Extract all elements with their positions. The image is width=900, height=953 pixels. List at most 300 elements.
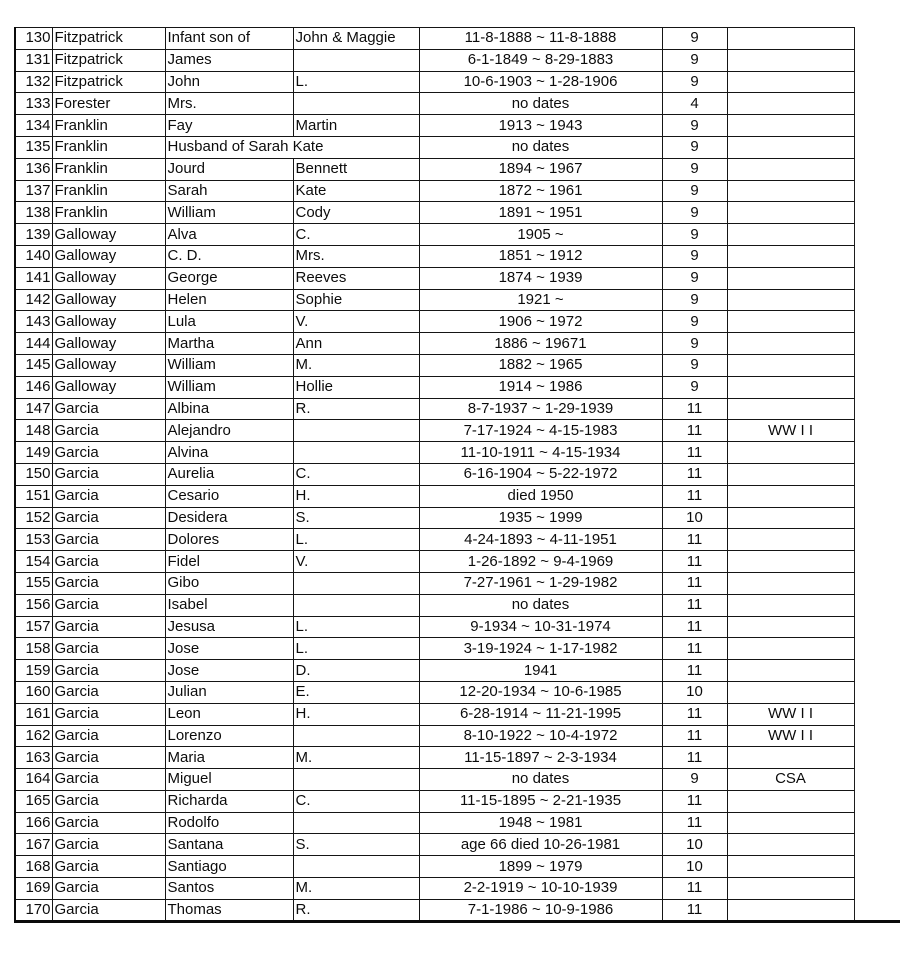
table-row xyxy=(16,267,854,289)
middle-name: C. xyxy=(293,790,419,812)
first-name: Alejandro xyxy=(165,420,293,442)
record-number: 133 xyxy=(16,93,52,115)
bottom-border-line xyxy=(16,920,900,923)
record-number: 157 xyxy=(16,616,52,638)
section-number: 11 xyxy=(662,616,727,638)
dates: 1921 ~ xyxy=(419,289,662,311)
section-number: 9 xyxy=(662,49,727,71)
note xyxy=(727,398,854,420)
first-name: Julian xyxy=(165,681,293,703)
table-row xyxy=(16,725,854,747)
record-number: 146 xyxy=(16,376,52,398)
dates: 1905 ~ xyxy=(419,224,662,246)
dates: 8-10-1922 ~ 10-4-1972 xyxy=(419,725,662,747)
section-number: 9 xyxy=(662,354,727,376)
middle-name: Bennett xyxy=(293,158,419,180)
record-number: 151 xyxy=(16,485,52,507)
middle-name: L. xyxy=(293,616,419,638)
section-number: 11 xyxy=(662,463,727,485)
dates: 1913 ~ 1943 xyxy=(419,115,662,137)
middle-name: C. xyxy=(293,463,419,485)
note xyxy=(727,834,854,856)
section-number: 11 xyxy=(662,747,727,769)
table-row xyxy=(16,93,854,115)
dates: 6-1-1849 ~ 8-29-1883 xyxy=(419,49,662,71)
last-name: Galloway xyxy=(52,354,165,376)
note xyxy=(727,28,854,50)
middle-name xyxy=(293,812,419,834)
table-row xyxy=(16,224,854,246)
first-name: Gibo xyxy=(165,572,293,594)
table-row xyxy=(16,28,854,50)
table-row xyxy=(16,572,854,594)
table-row xyxy=(16,899,854,921)
section-number: 11 xyxy=(662,551,727,573)
note xyxy=(727,681,854,703)
last-name: Garcia xyxy=(52,594,165,616)
last-name: Garcia xyxy=(52,442,165,464)
first-name: Rodolfo xyxy=(165,812,293,834)
middle-name: Reeves xyxy=(293,267,419,289)
middle-name: M. xyxy=(293,354,419,376)
table-row xyxy=(16,180,854,202)
note xyxy=(727,115,854,137)
dates: 1935 ~ 1999 xyxy=(419,507,662,529)
first-name: Jose xyxy=(165,638,293,660)
table-row xyxy=(16,790,854,812)
dates: 1-26-1892 ~ 9-4-1969 xyxy=(419,551,662,573)
note xyxy=(727,485,854,507)
record-number: 165 xyxy=(16,790,52,812)
last-name: Garcia xyxy=(52,463,165,485)
record-number: 167 xyxy=(16,834,52,856)
dates: 10-6-1903 ~ 1-28-1906 xyxy=(419,71,662,93)
table-row xyxy=(16,769,854,791)
record-number: 138 xyxy=(16,202,52,224)
table-row xyxy=(16,681,854,703)
dates: 11-10-1911 ~ 4-15-1934 xyxy=(419,442,662,464)
section-number: 11 xyxy=(662,398,727,420)
last-name: Garcia xyxy=(52,856,165,878)
last-name: Garcia xyxy=(52,638,165,660)
last-name: Fitzpatrick xyxy=(52,28,165,50)
table-row xyxy=(16,442,854,464)
first-name: Jose xyxy=(165,660,293,682)
last-name: Franklin xyxy=(52,136,165,158)
record-number: 162 xyxy=(16,725,52,747)
middle-name: Martin xyxy=(293,115,419,137)
dates: 3-19-1924 ~ 1-17-1982 xyxy=(419,638,662,660)
note xyxy=(727,93,854,115)
first-name: Alva xyxy=(165,224,293,246)
middle-name: C. xyxy=(293,224,419,246)
last-name: Garcia xyxy=(52,507,165,529)
first-name: John xyxy=(165,71,293,93)
table-row xyxy=(16,812,854,834)
record-number: 142 xyxy=(16,289,52,311)
record-number: 130 xyxy=(16,28,52,50)
table-row xyxy=(16,507,854,529)
first-name: Santiago xyxy=(165,856,293,878)
section-number: 9 xyxy=(662,245,727,267)
dates: no dates xyxy=(419,769,662,791)
section-number: 9 xyxy=(662,769,727,791)
table-row xyxy=(16,463,854,485)
section-number: 11 xyxy=(662,812,727,834)
dates: 1894 ~ 1967 xyxy=(419,158,662,180)
first-name: Miguel xyxy=(165,769,293,791)
note xyxy=(727,289,854,311)
note xyxy=(727,507,854,529)
last-name: Garcia xyxy=(52,769,165,791)
dates: 1886 ~ 19671 xyxy=(419,333,662,355)
table-row xyxy=(16,333,854,355)
first-name: Husband of Sarah Kate xyxy=(165,136,419,158)
middle-name: Cody xyxy=(293,202,419,224)
dates: 1941 xyxy=(419,660,662,682)
table-row xyxy=(16,289,854,311)
record-number: 163 xyxy=(16,747,52,769)
middle-name: Kate xyxy=(293,180,419,202)
table-row xyxy=(16,747,854,769)
record-number: 166 xyxy=(16,812,52,834)
middle-name: Hollie xyxy=(293,376,419,398)
middle-name: E. xyxy=(293,681,419,703)
first-name: Thomas xyxy=(165,899,293,921)
dates: 1882 ~ 1965 xyxy=(419,354,662,376)
middle-name: H. xyxy=(293,703,419,725)
middle-name xyxy=(293,49,419,71)
last-name: Franklin xyxy=(52,202,165,224)
middle-name xyxy=(293,93,419,115)
first-name: George xyxy=(165,267,293,289)
last-name: Garcia xyxy=(52,572,165,594)
record-number: 145 xyxy=(16,354,52,376)
record-number: 170 xyxy=(16,899,52,921)
middle-name: R. xyxy=(293,899,419,921)
note xyxy=(727,812,854,834)
section-number: 11 xyxy=(662,442,727,464)
section-number: 9 xyxy=(662,333,727,355)
record-number: 148 xyxy=(16,420,52,442)
record-number: 136 xyxy=(16,158,52,180)
first-name: William xyxy=(165,354,293,376)
record-number: 155 xyxy=(16,572,52,594)
dates: 11-8-1888 ~ 11-8-1888 xyxy=(419,28,662,50)
table-row xyxy=(16,398,854,420)
record-number: 150 xyxy=(16,463,52,485)
last-name: Galloway xyxy=(52,267,165,289)
table-row xyxy=(16,878,854,900)
record-number: 132 xyxy=(16,71,52,93)
last-name: Galloway xyxy=(52,376,165,398)
dates: 9-1934 ~ 10-31-1974 xyxy=(419,616,662,638)
last-name: Garcia xyxy=(52,681,165,703)
section-number: 9 xyxy=(662,180,727,202)
last-name: Forester xyxy=(52,93,165,115)
table-row xyxy=(16,245,854,267)
section-number: 9 xyxy=(662,224,727,246)
section-number: 10 xyxy=(662,856,727,878)
first-name: Santos xyxy=(165,878,293,900)
first-name: Isabel xyxy=(165,594,293,616)
dates: 1874 ~ 1939 xyxy=(419,267,662,289)
dates: 11-15-1897 ~ 2-3-1934 xyxy=(419,747,662,769)
section-number: 11 xyxy=(662,572,727,594)
note xyxy=(727,245,854,267)
record-number: 131 xyxy=(16,49,52,71)
middle-name: R. xyxy=(293,398,419,420)
dates: 1899 ~ 1979 xyxy=(419,856,662,878)
table-row xyxy=(16,420,854,442)
first-name: Jesusa xyxy=(165,616,293,638)
table-row xyxy=(16,638,854,660)
note xyxy=(727,856,854,878)
section-number: 10 xyxy=(662,834,727,856)
note xyxy=(727,202,854,224)
record-number: 159 xyxy=(16,660,52,682)
dates: 2-2-1919 ~ 10-10-1939 xyxy=(419,878,662,900)
dates: 12-20-1934 ~ 10-6-1985 xyxy=(419,681,662,703)
middle-name: L. xyxy=(293,638,419,660)
dates: 1872 ~ 1961 xyxy=(419,180,662,202)
dates: 11-15-1895 ~ 2-21-1935 xyxy=(419,790,662,812)
note: WW I I xyxy=(727,420,854,442)
table-row xyxy=(16,529,854,551)
table-row xyxy=(16,660,854,682)
dates: no dates xyxy=(419,93,662,115)
section-number: 9 xyxy=(662,71,727,93)
section-number: 4 xyxy=(662,93,727,115)
record-number: 161 xyxy=(16,703,52,725)
record-number: 160 xyxy=(16,681,52,703)
note xyxy=(727,354,854,376)
note xyxy=(727,442,854,464)
note xyxy=(727,572,854,594)
note xyxy=(727,180,854,202)
last-name: Franklin xyxy=(52,115,165,137)
last-name: Galloway xyxy=(52,224,165,246)
table-row xyxy=(16,594,854,616)
middle-name: S. xyxy=(293,507,419,529)
table-row xyxy=(16,158,854,180)
middle-name: V. xyxy=(293,311,419,333)
table-row xyxy=(16,115,854,137)
middle-name: H. xyxy=(293,485,419,507)
first-name: Fidel xyxy=(165,551,293,573)
record-number: 149 xyxy=(16,442,52,464)
last-name: Franklin xyxy=(52,158,165,180)
middle-name: John & Maggie xyxy=(293,28,419,50)
middle-name: D. xyxy=(293,660,419,682)
note xyxy=(727,638,854,660)
first-name: Santana xyxy=(165,834,293,856)
last-name: Garcia xyxy=(52,899,165,921)
section-number: 11 xyxy=(662,529,727,551)
record-number: 158 xyxy=(16,638,52,660)
record-number: 140 xyxy=(16,245,52,267)
last-name: Franklin xyxy=(52,180,165,202)
record-number: 141 xyxy=(16,267,52,289)
section-number: 11 xyxy=(662,660,727,682)
dates: no dates xyxy=(419,594,662,616)
section-number: 9 xyxy=(662,136,727,158)
section-number: 11 xyxy=(662,594,727,616)
last-name: Garcia xyxy=(52,703,165,725)
first-name: Helen xyxy=(165,289,293,311)
dates: 1906 ~ 1972 xyxy=(419,311,662,333)
middle-name: Sophie xyxy=(293,289,419,311)
first-name: Dolores xyxy=(165,529,293,551)
note xyxy=(727,747,854,769)
last-name: Garcia xyxy=(52,812,165,834)
first-name: Fay xyxy=(165,115,293,137)
last-name: Garcia xyxy=(52,790,165,812)
note xyxy=(727,267,854,289)
first-name: Aurelia xyxy=(165,463,293,485)
dates: 1891 ~ 1951 xyxy=(419,202,662,224)
dates: 6-16-1904 ~ 5-22-1972 xyxy=(419,463,662,485)
dates: no dates xyxy=(419,136,662,158)
record-number: 137 xyxy=(16,180,52,202)
dates: 4-24-1893 ~ 4-11-1951 xyxy=(419,529,662,551)
middle-name: M. xyxy=(293,747,419,769)
note: CSA xyxy=(727,769,854,791)
first-name: Infant son of xyxy=(165,28,293,50)
table-row xyxy=(16,376,854,398)
record-number: 144 xyxy=(16,333,52,355)
note: WW I I xyxy=(727,703,854,725)
last-name: Garcia xyxy=(52,420,165,442)
last-name: Garcia xyxy=(52,485,165,507)
first-name: Leon xyxy=(165,703,293,725)
dates: 7-27-1961 ~ 1-29-1982 xyxy=(419,572,662,594)
middle-name: L. xyxy=(293,71,419,93)
section-number: 9 xyxy=(662,202,727,224)
last-name: Galloway xyxy=(52,245,165,267)
section-number: 9 xyxy=(662,289,727,311)
first-name: Martha xyxy=(165,333,293,355)
dates: 7-1-1986 ~ 10-9-1986 xyxy=(419,899,662,921)
first-name: William xyxy=(165,202,293,224)
dates: 1914 ~ 1986 xyxy=(419,376,662,398)
middle-name xyxy=(293,442,419,464)
note xyxy=(727,158,854,180)
first-name: Lula xyxy=(165,311,293,333)
section-number: 9 xyxy=(662,158,727,180)
last-name: Galloway xyxy=(52,311,165,333)
record-number: 139 xyxy=(16,224,52,246)
record-number: 169 xyxy=(16,878,52,900)
table-row xyxy=(16,856,854,878)
last-name: Garcia xyxy=(52,551,165,573)
note xyxy=(727,594,854,616)
record-number: 168 xyxy=(16,856,52,878)
record-number: 134 xyxy=(16,115,52,137)
note: WW I I xyxy=(727,725,854,747)
last-name: Garcia xyxy=(52,398,165,420)
last-name: Garcia xyxy=(52,616,165,638)
last-name: Garcia xyxy=(52,834,165,856)
section-number: 9 xyxy=(662,28,727,50)
first-name: Albina xyxy=(165,398,293,420)
section-number: 9 xyxy=(662,267,727,289)
first-name: Maria xyxy=(165,747,293,769)
first-name: William xyxy=(165,376,293,398)
table-row xyxy=(16,136,854,158)
middle-name: V. xyxy=(293,551,419,573)
first-name: Sarah xyxy=(165,180,293,202)
first-name: Richarda xyxy=(165,790,293,812)
dates: 1948 ~ 1981 xyxy=(419,812,662,834)
record-number: 156 xyxy=(16,594,52,616)
last-name: Fitzpatrick xyxy=(52,49,165,71)
middle-name: M. xyxy=(293,878,419,900)
first-name: Cesario xyxy=(165,485,293,507)
section-number: 11 xyxy=(662,420,727,442)
note xyxy=(727,463,854,485)
note xyxy=(727,49,854,71)
last-name: Galloway xyxy=(52,333,165,355)
middle-name: L. xyxy=(293,529,419,551)
section-number: 11 xyxy=(662,638,727,660)
middle-name: Mrs. xyxy=(293,245,419,267)
note xyxy=(727,529,854,551)
note xyxy=(727,551,854,573)
note xyxy=(727,71,854,93)
section-number: 10 xyxy=(662,681,727,703)
note xyxy=(727,790,854,812)
note xyxy=(727,899,854,921)
first-name: James xyxy=(165,49,293,71)
table-row xyxy=(16,202,854,224)
middle-name: S. xyxy=(293,834,419,856)
note xyxy=(727,878,854,900)
section-number: 9 xyxy=(662,311,727,333)
middle-name xyxy=(293,725,419,747)
section-number: 11 xyxy=(662,790,727,812)
table-body xyxy=(16,28,854,922)
table-row xyxy=(16,551,854,573)
section-number: 10 xyxy=(662,507,727,529)
note xyxy=(727,224,854,246)
first-name: C. D. xyxy=(165,245,293,267)
section-number: 9 xyxy=(662,115,727,137)
note xyxy=(727,136,854,158)
last-name: Garcia xyxy=(52,529,165,551)
record-number: 147 xyxy=(16,398,52,420)
table-row xyxy=(16,616,854,638)
last-name: Garcia xyxy=(52,725,165,747)
last-name: Galloway xyxy=(52,289,165,311)
middle-name xyxy=(293,769,419,791)
last-name: Garcia xyxy=(52,878,165,900)
record-number: 153 xyxy=(16,529,52,551)
table-row xyxy=(16,703,854,725)
note xyxy=(727,660,854,682)
table-row xyxy=(16,49,854,71)
note xyxy=(727,311,854,333)
section-number: 11 xyxy=(662,878,727,900)
first-name: Alvina xyxy=(165,442,293,464)
dates: age 66 died 10-26-1981 xyxy=(419,834,662,856)
dates: 8-7-1937 ~ 1-29-1939 xyxy=(419,398,662,420)
record-number: 143 xyxy=(16,311,52,333)
section-number: 11 xyxy=(662,725,727,747)
middle-name xyxy=(293,856,419,878)
note xyxy=(727,333,854,355)
last-name: Garcia xyxy=(52,747,165,769)
